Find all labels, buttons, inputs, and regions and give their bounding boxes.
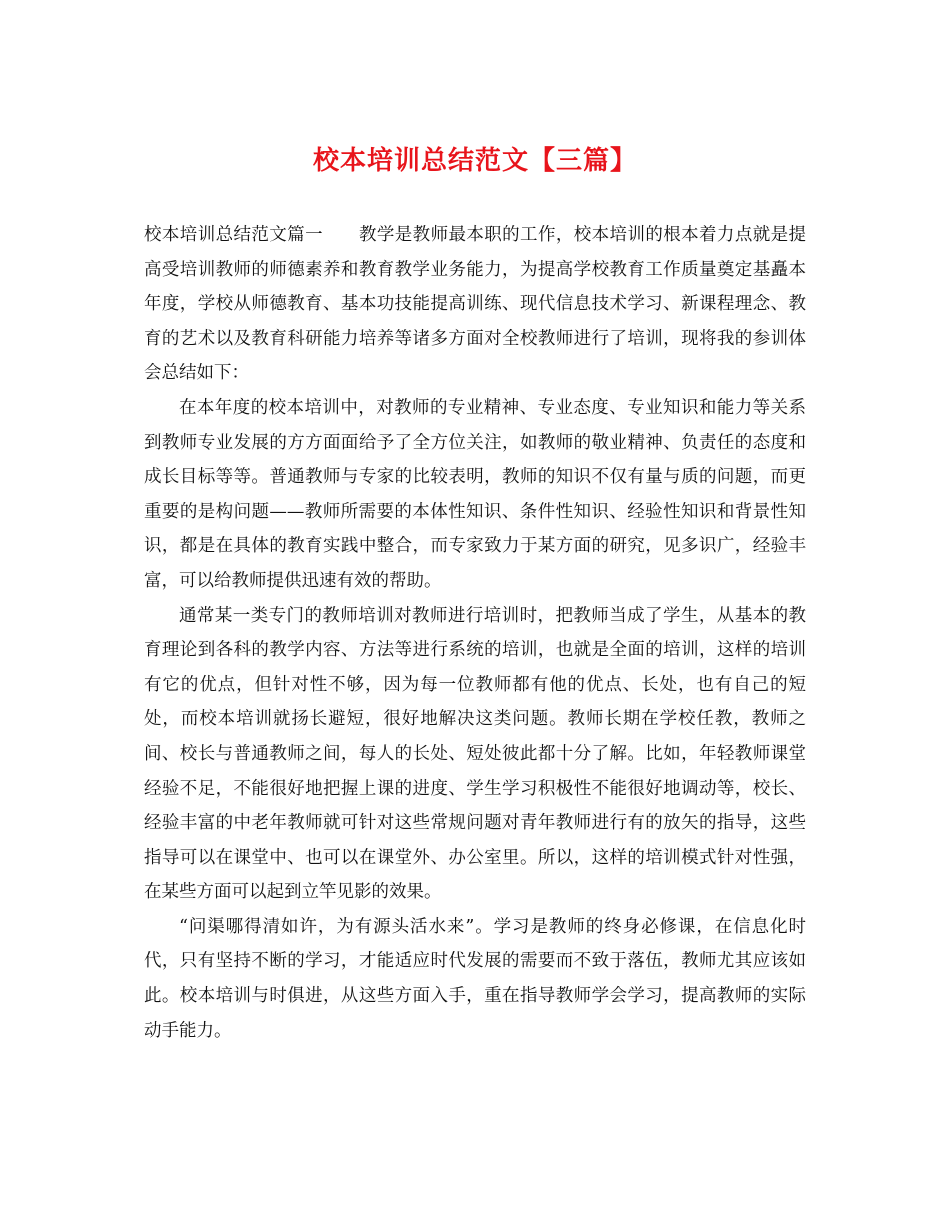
section-label: 校本培训总结范文篇一: [144, 225, 323, 245]
document-body: [144, 218, 806, 1048]
paragraph-1: [144, 218, 806, 391]
paragraph-3: 通常某一类专门的教师培训对教师进行培训时，把教师当成了学生，从基本的教育理论到各科的教学内容、方法等进行系统的培训，也就是全面的培训，这样的培训有它的优点，但针对性不够，因为每一位教师都有他的优点、长处，也有自己的短处，而校本培训就扬长避短，很好地解决这类问题。教师长期在学校任教，教师之间、校长与普通教师之间，每人的长处、短处彼此都十分了解。比如，年轻教师课堂经验不足，不能很好地把握上课的进度、学生学习积极性不能很好地调动等，校长、经验丰富的中老年教师就可针对这些常规问题对青年教师进行有的放矢的指导，这些指导可以在课堂中、也可以在课堂外、办公室里。所以，这样的培训模式针对性强，在某些方面可以起到立竿见影的效果。: [144, 605, 806, 903]
document-title: 校本培训总结范文【三篇】: [312, 146, 637, 176]
paragraph-1-text: 教学是教师最本职的工作，校本培训的根本着力点就是提高受培训教师的师德素养和教育教学业务能力，为提高学校教育工作质量奠定基矗本年度，学校从师德教育、基本功技能提高训练、现代信息技术学习、新课程理念、教育的艺术以及教育科研能力培养等诸多方面对全校教师进行了培训，现将我的参训体会总结如下：: [144, 225, 807, 384]
paragraph-4: “问渠哪得清如许，为有源头活水来”。学习是教师的终身必修课，在信息化时代，只有坚持不断的学习，才能适应时代发展的需要而不致于落伍，教师尤其应该如此。校本培训与时俱进，从这些方面入手，重在指导教师学会学习，提高教师的实际动手能力。: [144, 916, 806, 1041]
paragraph-2: 在本年度的校本培训中，对教师的专业精神、专业态度、专业知识和能力等关系到教师专业发展的方方面面给予了全方位关注，如教师的敬业精神、负责任的态度和成长目标等等。普通教师与专家的比较表明，教师的知识不仅有量与质的问题，而更重要的是构问题——教师所需要的本体性知识、条件性知识、经验性知识和背景性知识，都是在具体的教育实践中整合，而专家致力于某方面的研究，见多识广，经验丰富，可以给教师提供迅速有效的帮助。: [144, 397, 806, 591]
